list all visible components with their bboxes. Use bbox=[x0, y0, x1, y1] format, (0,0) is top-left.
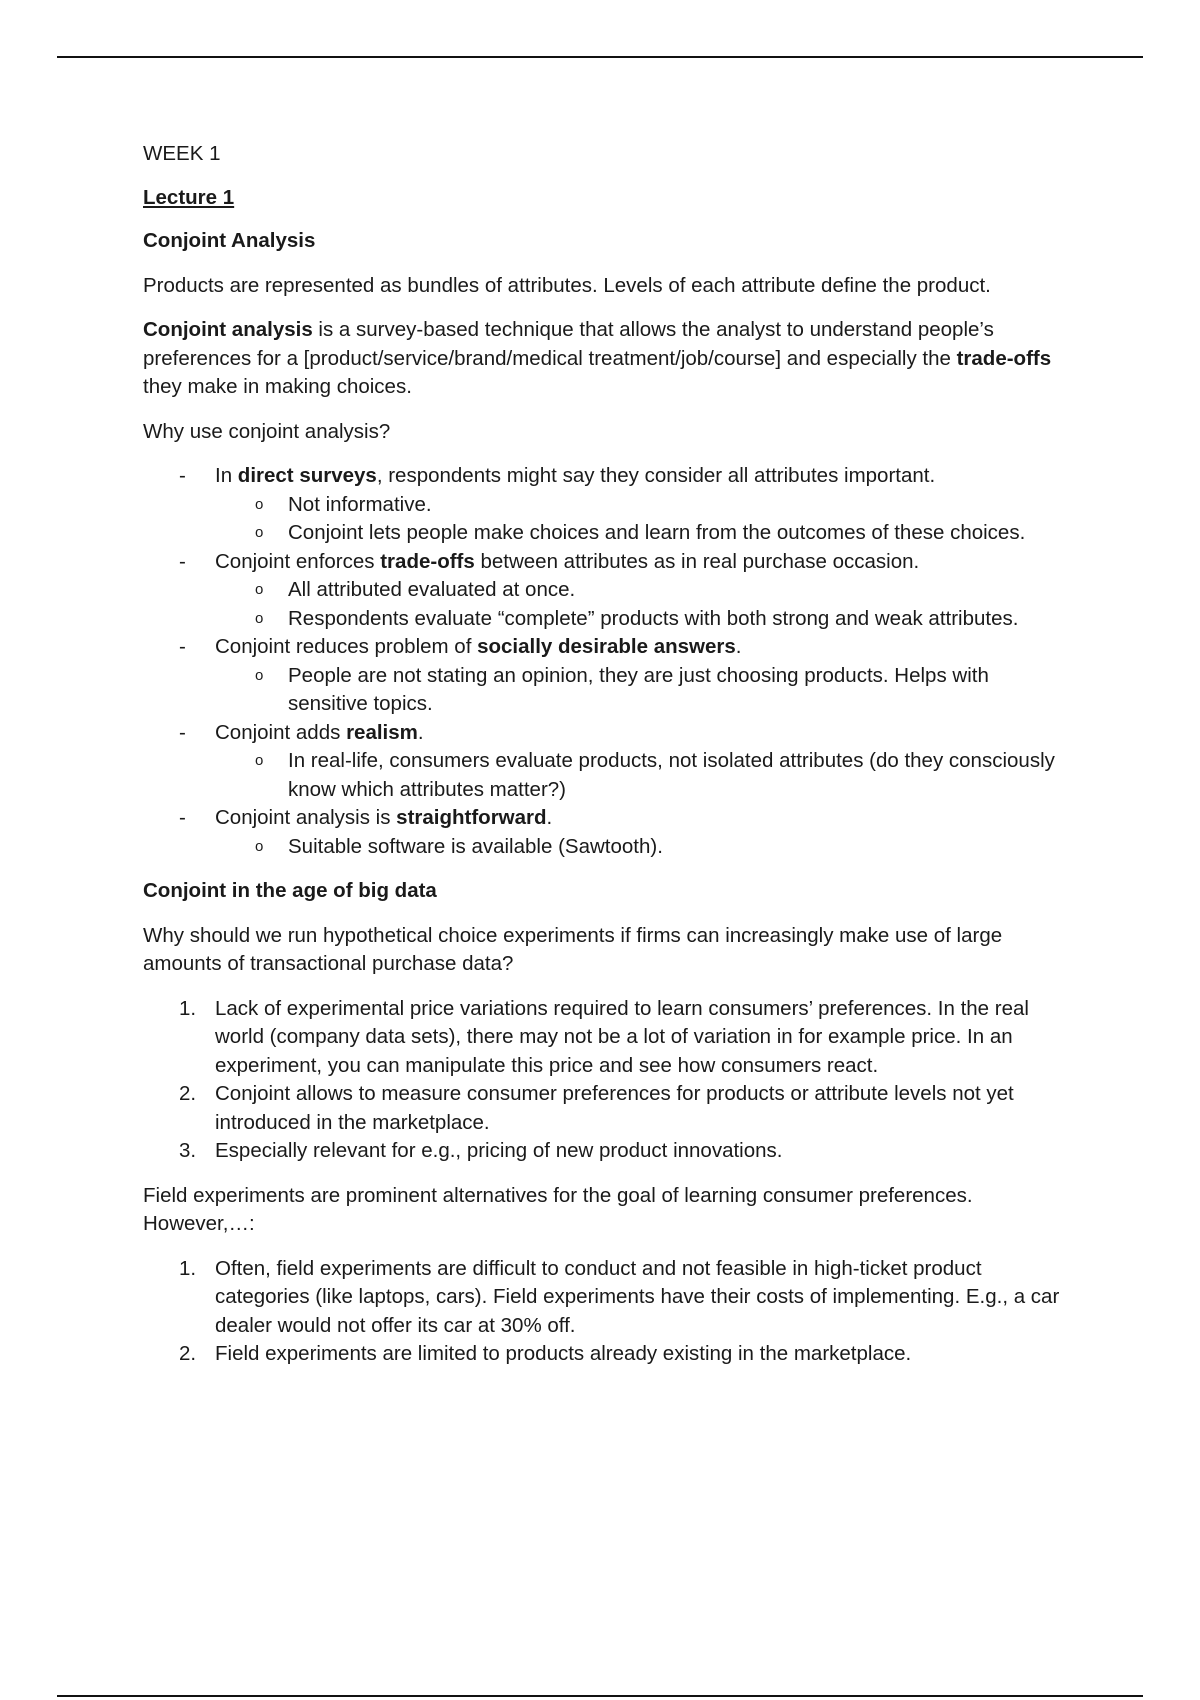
sub-list bbox=[215, 747, 1073, 804]
sub-list-item: o Conjoint lets people make choices and learn from the outcomes of these choices. bbox=[143, 519, 1073, 548]
dash-marker: - bbox=[179, 806, 186, 829]
term-trade-offs: trade-offs bbox=[956, 346, 1052, 370]
sub-list-item: o All attributed evaluated at once. bbox=[143, 576, 1073, 605]
number-marker: 1. bbox=[179, 996, 197, 1020]
why-question: Why use conjoint analysis? bbox=[143, 419, 391, 443]
field-experiments-list bbox=[143, 1255, 1073, 1369]
sub-list-item: o Not informative. bbox=[143, 491, 1073, 520]
sub-list-item: o In real-life, consumers evaluate products, not isolated attributes (do they consciously know which attributes matter?) bbox=[255, 749, 1055, 801]
circle-marker: o bbox=[255, 495, 264, 513]
list-item: - Conjoint analysis is straightforward. o Suitable software is available (Sawtooth). bbox=[143, 804, 1073, 861]
list-item: - Conjoint enforces trade-offs between attributes as in real purchase occasion. o All attributed evaluated at once. o Respondents evaluate “complete” products with both strong and weak attributes. bbox=[143, 548, 1073, 634]
section-heading-big-data: Conjoint in the age of big data bbox=[143, 879, 437, 902]
intro-paragraph: Products are represented as bundles of attributes. Levels of each attribute define the product. bbox=[143, 273, 991, 297]
number-marker: 1. bbox=[179, 1256, 197, 1280]
numbered-item: 3. Especially relevant for e.g., pricing of new product innovations. bbox=[143, 1137, 1073, 1166]
sub-list bbox=[215, 491, 1073, 548]
sub-list-item: o Suitable software is available (Sawtooth). bbox=[143, 833, 1073, 862]
numbered-item: 2. Conjoint allows to measure consumer preferences for products or attribute levels not yet introduced in the marketplace. bbox=[179, 1082, 1014, 1134]
dash-marker: - bbox=[179, 549, 186, 573]
dash-marker: - bbox=[179, 635, 186, 658]
circle-marker: o bbox=[255, 752, 264, 769]
definition-paragraph: Conjoint analysis is a survey-based technique that allows the analyst to understand people’s preferences for a [product/service/brand/medical treatment/job/course] and especially the trade-offs they make in making choices. bbox=[143, 318, 1052, 398]
reasons-list bbox=[143, 462, 1073, 861]
term-conjoint-analysis: Conjoint analysis bbox=[143, 318, 313, 341]
circle-marker: o bbox=[255, 609, 264, 627]
week-label: WEEK 1 bbox=[143, 142, 221, 165]
sub-list bbox=[215, 576, 1073, 633]
list-item: - Conjoint adds realism. o In real-life, consumers evaluate products, not isolated attributes (do they consciously know which attributes matter?) bbox=[143, 719, 1073, 805]
number-marker: 2. bbox=[179, 1342, 197, 1365]
numbered-item: 2. Field experiments are limited to products already existing in the marketplace. bbox=[143, 1340, 1073, 1369]
list-item: - Conjoint reduces problem of socially desirable answers. o People are not stating an opinion, they are just choosing products. Helps with sensitive topics. bbox=[143, 633, 1073, 719]
sub-list bbox=[215, 833, 1073, 862]
dash-marker: - bbox=[179, 464, 186, 487]
sub-list bbox=[215, 662, 1073, 719]
section-heading-conjoint: Conjoint Analysis bbox=[143, 229, 316, 252]
numbered-item: 1. Lack of experimental price variations required to learn consumers’ preferences. In the real world (company data sets), there may not be a lot of variation in for example price. In an experiment, you can manipulate this price and see how consumers react. bbox=[179, 996, 1029, 1077]
sub-list-item: o People are not stating an opinion, they are just choosing products. Helps with sensitive topics. bbox=[255, 663, 989, 715]
list-item: - In direct surveys, respondents might say they consider all attributes important. o Not informative. o Conjoint lets people make choices and learn from the outcomes of these choices. bbox=[143, 462, 1073, 548]
number-marker: 2. bbox=[179, 1082, 197, 1105]
big-data-question: Why should we run hypothetical choice experiments if firms can increasingly make use of large amounts of transactional purchase data? bbox=[143, 923, 1003, 975]
circle-marker: o bbox=[255, 581, 264, 598]
circle-marker: o bbox=[255, 524, 264, 541]
document-body bbox=[143, 140, 1073, 1385]
sub-list-item: o Respondents evaluate “complete” products with both strong and weak attributes. bbox=[143, 605, 1073, 634]
bottom-rule bbox=[57, 1695, 1143, 1697]
top-rule bbox=[57, 56, 1143, 58]
circle-marker: o bbox=[255, 666, 264, 684]
numbered-item: 1. Often, field experiments are difficult to conduct and not feasible in high-ticket product categories (like laptops, cars). Field experiments have their costs of implementing. E.g., a car dealer would not offer its car at 30% off. bbox=[179, 1256, 1060, 1337]
number-marker: 3. bbox=[179, 1139, 197, 1162]
field-experiments-intro: Field experiments are prominent alternatives for the goal of learning consumer preferences. However,…: bbox=[143, 1183, 973, 1235]
lecture-title: Lecture 1 bbox=[143, 185, 235, 209]
dash-marker: - bbox=[179, 720, 186, 744]
circle-marker: o bbox=[255, 837, 264, 855]
big-data-points-list bbox=[143, 995, 1073, 1166]
